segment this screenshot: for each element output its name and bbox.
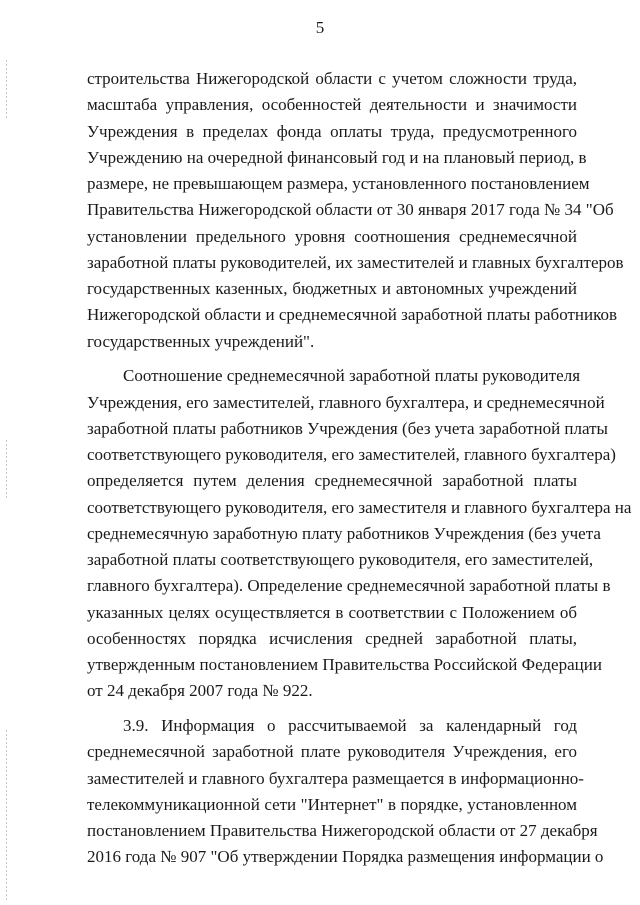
paragraph-salary-ratio-calculation: [87, 363, 632, 704]
scan-edge-mark-bottom: [6, 730, 7, 900]
text-line: Учреждению на очередной финансовый год и на плановый период, в: [87, 147, 587, 167]
text-line: заместителей и главного бухгалтера размещается в информационно-: [87, 768, 584, 788]
text-line: заработной платы соответствующего руководителя, его заместителей,: [87, 550, 594, 569]
text-line: указанных целях осуществляется в соответствии с Положением об: [87, 602, 577, 622]
text-line: среднемесячной заработной плате руководителя Учреждения, его: [87, 742, 577, 762]
text-line: 3.9. Информация о рассчитываемой за календарный год: [123, 716, 577, 735]
scan-edge-mark-top: [6, 60, 7, 120]
text-line: особенностях порядка исчисления средней заработной платы,: [87, 628, 577, 648]
text-line: от 24 декабря 2007 года № 922.: [87, 681, 313, 701]
text-line: государственных учреждений".: [87, 331, 315, 351]
text-line: установлении предельного уровня соотношения среднемесячной: [87, 226, 577, 246]
document-body: [87, 66, 632, 871]
text-line: соответствующего руководителя, его заместителей, главного бухгалтера): [87, 445, 616, 464]
text-line: заработной платы работников Учреждения (без учета заработной платы: [87, 418, 608, 438]
text-line: соответствующего руководителя, его заместителя и главного бухгалтера на: [87, 497, 632, 517]
paragraph-salary-ratio-limit: [87, 66, 624, 355]
text-line: Соотношение среднемесячной заработной платы руководителя: [123, 366, 581, 386]
text-line: утвержденным постановлением Правительства Российской Федерации: [87, 655, 602, 674]
text-line: Нижегородской области и среднемесячной заработной платы работников: [87, 305, 618, 325]
text-line: государственных казенных, бюджетных и автономных учреждений: [87, 279, 577, 298]
text-line: главного бухгалтера). Определение среднемесячной заработной платы в: [87, 576, 611, 596]
text-line: телекоммуникационной сети "Интернет" в порядке, установленном: [87, 794, 577, 814]
text-line: Учреждения в пределах фонда оплаты труда, предусмотренного: [87, 121, 577, 141]
text-line: постановлением Правительства Нижегородской области от 27 декабря: [87, 821, 598, 840]
text-line: строительства Нижегородской области с учетом сложности труда,: [87, 69, 577, 88]
text-line: масштаба управления, особенностей деятельности и значимости: [87, 95, 577, 115]
text-line: среднемесячную заработную плату работников Учреждения (без учета: [87, 523, 601, 543]
scan-edge-mark-middle: [6, 440, 7, 500]
text-line: Правительства Нижегородской области от 30 января 2017 года № 34 "Об: [87, 200, 614, 220]
text-line: заработной платы руководителей, их заместителей и главных бухгалтеров: [87, 252, 624, 272]
text-line: 2016 года № 907 "Об утверждении Порядка размещения информации о: [87, 847, 604, 867]
text-line: размере, не превышающем размера, установленного постановлением: [87, 174, 590, 193]
page-number: 5: [315, 18, 325, 37]
text-line: Учреждения, его заместителей, главного бухгалтера, и среднемесячной: [87, 392, 605, 412]
text-line: определяется путем деления среднемесячной заработной платы: [87, 471, 577, 491]
paragraph-section-3-9: [87, 713, 604, 871]
